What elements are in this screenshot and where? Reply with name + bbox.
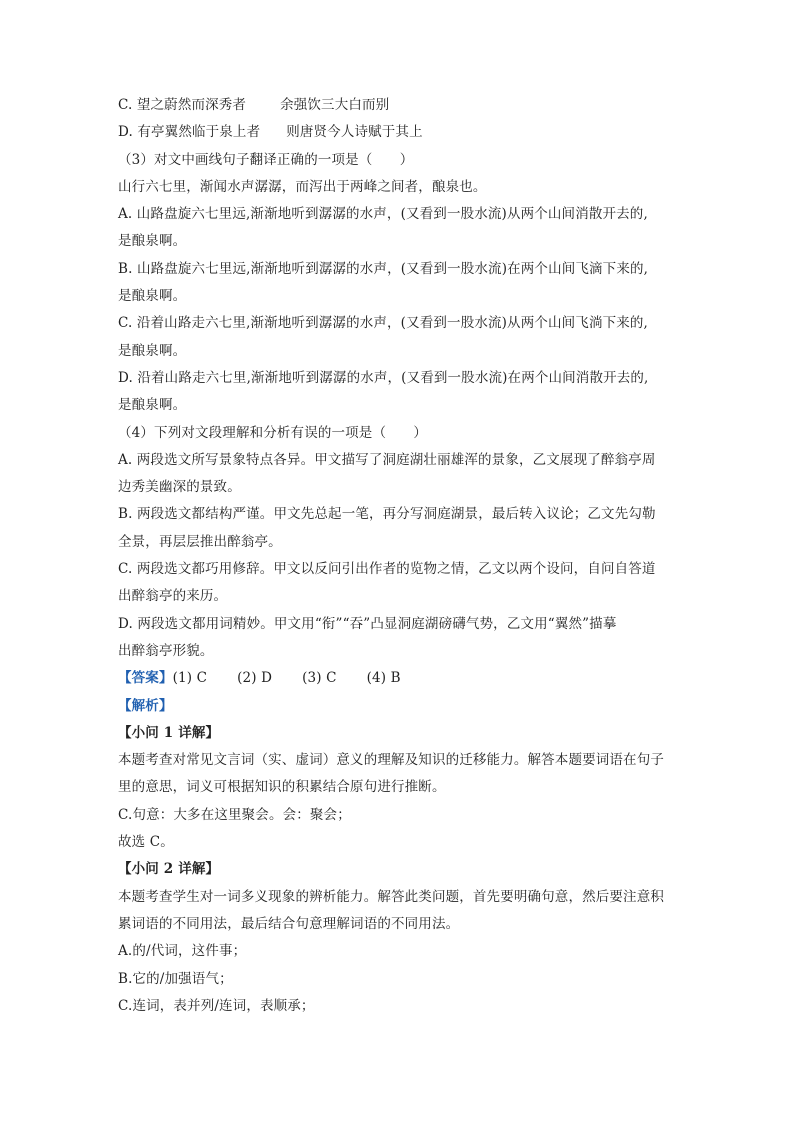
- q4-option-a-line1: A. 两段选文所写景象特点各异。甲文描写了洞庭湖壮丽雄浑的景象，乙文展现了醉翁亭周: [118, 451, 656, 468]
- q4-option-d-line1: D. 两段选文都用词精妙。甲文用“衔”“吞”凸显洞庭湖磅礴气势，乙文用“翼然”描摹: [118, 615, 617, 632]
- option-d-line: [118, 119, 678, 146]
- answer-1: (1) C: [172, 670, 208, 687]
- answer-4: (4) B: [366, 670, 401, 687]
- subquestion-2-option-a: A.的/代词，这件事；: [118, 943, 247, 960]
- subquestion-2-para-line1: 本题考查学生对一词多义现象的辨析能力。解答此类问题，首先要明确句意，然后要注意积: [118, 888, 664, 905]
- option-c-right: 余强饮三大白而别: [280, 97, 390, 113]
- answer-2: (2) D: [237, 670, 273, 687]
- q3-option-b-line2: 是酿泉啊。: [118, 288, 187, 305]
- answer-line: [118, 665, 678, 692]
- q3-stem: （3）对文中画线句子翻译正确的一项是（ ）: [118, 151, 414, 168]
- subquestion-1-para-line1: 本题考查对常见文言词（实、虚词）意义的理解及知识的迁移能力。解答本题要词语在句子: [118, 752, 664, 769]
- subquestion-1-choice: 故选 C。: [118, 834, 174, 851]
- q3-option-a-line1: A. 山路盘旋六七里远,渐渐地听到潺潺的水声，(又看到一股水流)从两个山间消散开去的,: [118, 206, 648, 223]
- subquestion-1-title: 【小问 1 详解】: [118, 724, 220, 741]
- subquestion-1-option-c: C.句意：大多在这里聚会。会：聚会；: [118, 806, 351, 823]
- answer-label: 【答案】: [118, 670, 173, 687]
- subquestion-2-title: 【小问 2 详解】: [118, 861, 220, 878]
- option-d-left: D. 有亭翼然临于泉上者: [118, 124, 261, 141]
- answer-3: (3) C: [302, 670, 337, 687]
- analysis-label-line: [118, 693, 678, 720]
- option-c-line: [118, 92, 678, 119]
- option-c-left: C. 望之蔚然而深秀者: [118, 97, 247, 113]
- subquestion-1-para-line2: 里的意思，词义可根据知识的积累结合原句进行推断。: [118, 779, 446, 796]
- subquestion-2-option-c: C.连词，表并列/连词，表顺承；: [118, 997, 315, 1014]
- q3-option-c-line1: C. 沿着山路走六七里,渐渐地听到潺潺的水声，(又看到一股水流)从两个山间飞淌下来的,: [118, 315, 648, 332]
- subquestion-2-para-line2: 累词语的不同用法，最后结合句意理解词语的不同用法。: [118, 915, 460, 932]
- q3-option-d-line1: D. 沿着山路走六七里,渐渐地听到潺潺的水声，(又看到一股水流)在两个山间消散开去的,: [118, 369, 649, 386]
- q4-option-a-line2: 边秀美幽深的景致。: [118, 479, 241, 496]
- q3-option-a-line2: 是酿泉啊。: [118, 233, 187, 250]
- q3-option-b-line1: B. 山路盘旋六七里远,渐渐地听到潺潺的水声，(又看到一股水流)在两个山间飞滴下来的,: [118, 260, 649, 277]
- option-d-right: 则唐贤今人诗赋于其上: [286, 124, 423, 141]
- q3-sentence: 山行六七里，渐闻水声潺潺，而泻出于两峰之间者，酿泉也。: [118, 178, 487, 195]
- q4-option-b-line1: B. 两段选文都结构严谨。甲文先总起一笔，再分写洞庭湖景，最后转入议论；乙文先勾勒: [118, 506, 656, 523]
- analysis-label: 【解析】: [118, 697, 173, 714]
- q3-option-c-line2: 是酿泉啊。: [118, 342, 187, 359]
- q4-option-c-line1: C. 两段选文都巧用修辞。甲文以反问引出作者的览物之情，乙文以两个设问，自问自答道: [118, 561, 656, 578]
- q4-option-d-line2: 出醉翁亭形貌。: [118, 642, 214, 659]
- q4-stem: （4）下列对文段理解和分析有误的一项是（ ）: [118, 424, 428, 441]
- document-page: [118, 92, 678, 1020]
- subquestion-2-option-b: B.它的/加强语气；: [118, 970, 233, 987]
- q3-option-d-line2: 是酿泉啊。: [118, 397, 187, 414]
- q4-option-c-line2: 出醉翁亭的来历。: [118, 588, 228, 605]
- q4-option-b-line2: 全景，再层层推出醉翁亭。: [118, 533, 282, 550]
